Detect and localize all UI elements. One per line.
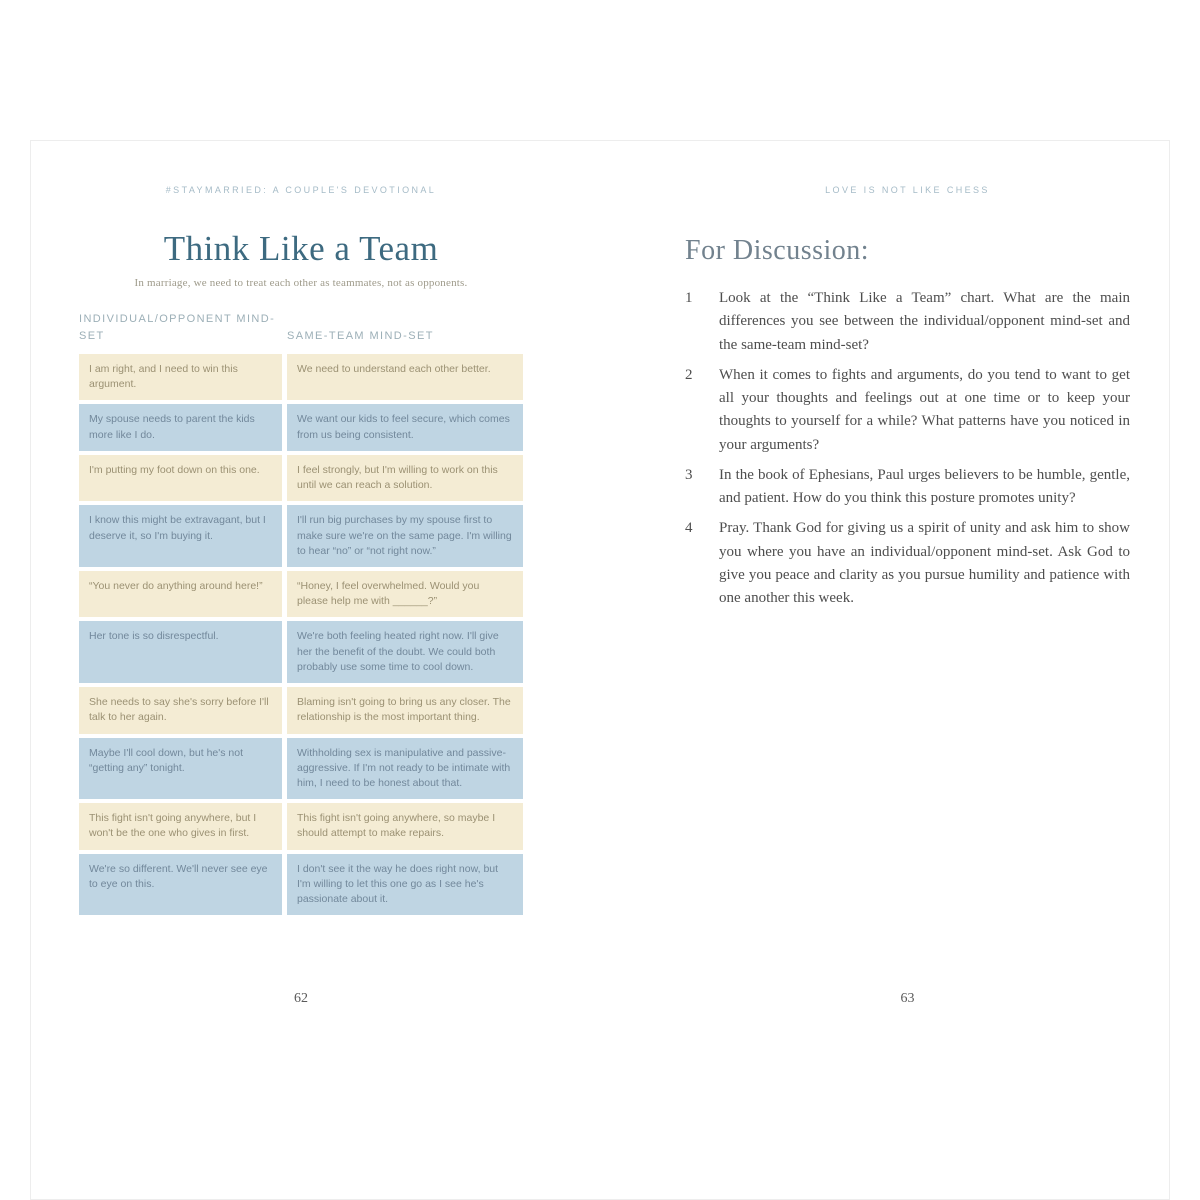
team-mindset-cell: Blaming isn't going to bring us any closer. The relationship is the most important thing. xyxy=(287,687,523,733)
opponent-mindset-cell: “You never do anything around here!” xyxy=(79,571,282,617)
discussion-item-number: 3 xyxy=(685,466,693,483)
team-mindset-cell: I'll run big purchases by my spouse first to make sure we're on the same page. I'm willing to hear “no” or “not right now.” xyxy=(287,505,523,567)
open-book-pages xyxy=(30,140,1170,1200)
mindset-table-row xyxy=(79,621,523,683)
page-number-right: 63 xyxy=(900,991,915,1006)
mindset-table-row xyxy=(79,404,523,450)
opponent-mindset-cell: Her tone is so disrespectful. xyxy=(79,621,282,683)
mindset-table-row xyxy=(79,803,523,849)
chapter-subtitle: In marriage, we need to treat each other as teammates, not as opponents. xyxy=(134,277,468,289)
team-mindset-cell: “Honey, I feel overwhelmed. Would you please help me with ______?” xyxy=(287,571,523,617)
discussion-item-text: When it comes to fights and arguments, do you tend to want to get all your thoughts and feelings out at one time or to keep your thoughts to yourself for a while? What patterns have you noticed in your arguments? xyxy=(719,366,1130,453)
discussion-item xyxy=(685,464,1130,511)
discussion-heading: For Discussion: xyxy=(685,235,870,266)
team-mindset-cell: I feel strongly, but I'm willing to work on this until we can reach a solution. xyxy=(287,455,523,501)
opponent-mindset-cell: I know this might be extravagant, but I deserve it, so I'm buying it. xyxy=(79,505,282,567)
team-mindset-cell: Withholding sex is manipulative and passive-aggressive. If I'm not ready to be intimate with him, I need to be honest about that. xyxy=(287,738,523,800)
opponent-mindset-cell: My spouse needs to parent the kids more like I do. xyxy=(79,404,282,450)
running-header-right: LOVE IS NOT LIKE CHESS xyxy=(825,185,990,195)
discussion-item-text: In the book of Ephesians, Paul urges believers to be humble, gentle, and patient. How do you think this posture promotes unity? xyxy=(719,466,1130,506)
discussion-item-number: 1 xyxy=(685,290,693,306)
team-mindset-cell: We're both feeling heated right now. I'll give her the benefit of the doubt. We could both probably use some time to cool down. xyxy=(287,621,523,683)
discussion-list xyxy=(685,287,1130,617)
opponent-mindset-cell: I am right, and I need to win this argument. xyxy=(79,354,282,400)
right-page xyxy=(600,141,1169,1199)
opponent-column-header: INDIVIDUAL/OPPONENT MIND-SET xyxy=(79,313,276,342)
team-mindset-cell: This fight isn't going anywhere, so maybe I should attempt to make repairs. xyxy=(287,803,523,849)
opponent-mindset-cell: We're so different. We'll never see eye to eye on this. xyxy=(79,854,282,916)
discussion-item xyxy=(685,364,1130,457)
mindset-table-row xyxy=(79,505,523,567)
chapter-title: Think Like a Team xyxy=(163,229,439,268)
team-mindset-cell: We want our kids to feel secure, which comes from us being consistent. xyxy=(287,404,523,450)
mindset-table-row xyxy=(79,738,523,800)
opponent-mindset-cell: Maybe I'll cool down, but he's not “getting any” tonight. xyxy=(79,738,282,800)
discussion-item-number: 4 xyxy=(685,520,693,537)
mindset-table-row xyxy=(79,687,523,733)
opponent-mindset-cell: I'm putting my foot down on this one. xyxy=(79,455,282,501)
mindset-table-row xyxy=(79,571,523,617)
left-page xyxy=(31,141,600,1199)
opponent-mindset-cell: She needs to say she's sorry before I'll talk to her again. xyxy=(79,687,282,733)
discussion-item-text: Pray. Thank God for giving us a spirit of unity and ask him to show you where you have an individual/opponent mind-set. Ask God to give you peace and clarity as you pursue humility and patience with one another this week. xyxy=(719,520,1130,606)
team-mindset-cell: We need to understand each other better. xyxy=(287,354,523,400)
mindset-table-row xyxy=(79,354,523,400)
discussion-item xyxy=(685,517,1130,610)
mindset-table-body xyxy=(79,354,523,915)
opponent-mindset-cell: This fight isn't going anywhere, but I won't be the one who gives in first. xyxy=(79,803,282,849)
team-column-header: SAME-TEAM MIND-SET xyxy=(287,329,434,342)
team-mindset-cell: I don't see it the way he does right now, but I'm willing to let this one go as I see he's passionate about it. xyxy=(287,854,523,916)
mindset-table-row xyxy=(79,455,523,501)
mindset-table-header xyxy=(79,311,523,344)
running-header-left: #STAYMARRIED: A COUPLE'S DEVOTIONAL xyxy=(165,185,437,195)
mindset-table-row xyxy=(79,854,523,916)
discussion-item xyxy=(685,287,1130,357)
page-number-left: 62 xyxy=(294,991,308,1006)
mindset-comparison-table xyxy=(79,311,523,919)
discussion-item-text: Look at the “Think Like a Team” chart. What are the main differences you see between the individual/opponent mind-set and the same-team mind-set? xyxy=(719,290,1130,353)
discussion-item-number: 2 xyxy=(685,366,693,383)
